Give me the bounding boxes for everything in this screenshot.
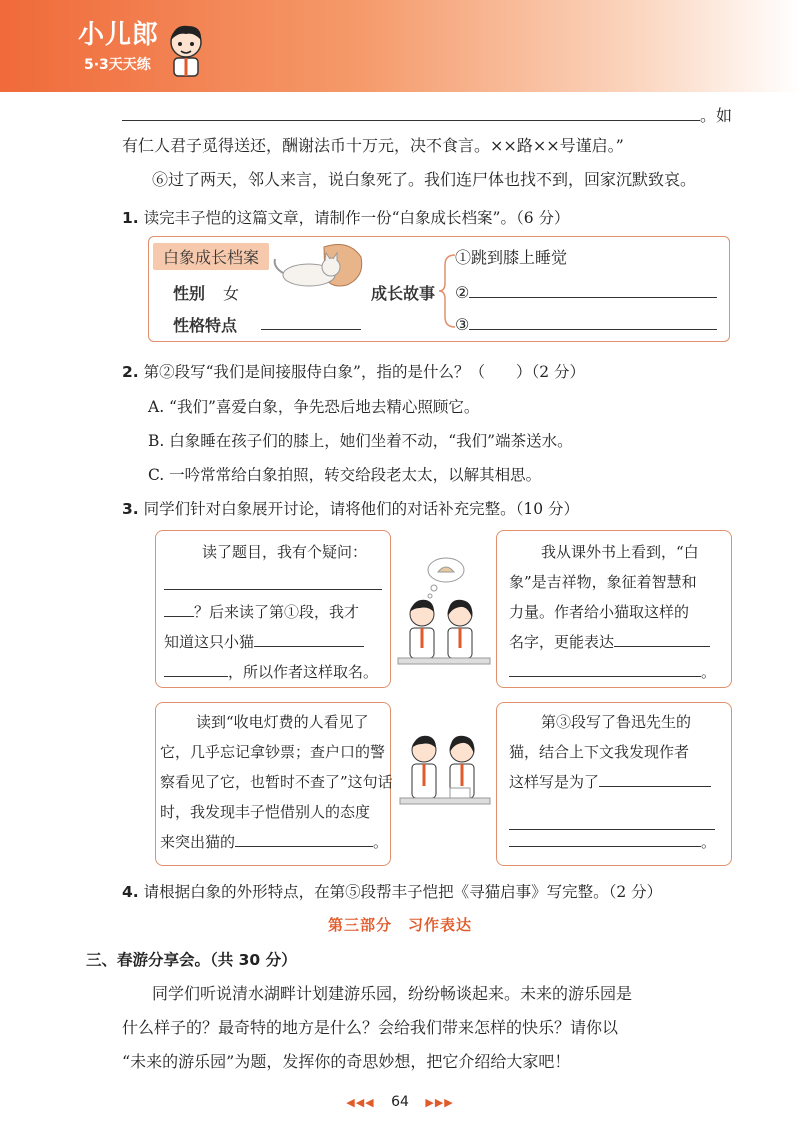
story-item-1: ①跳到膝上睡觉 [455, 248, 568, 267]
mascot-boy-icon [164, 22, 208, 78]
section-3-paragraph-line-2: 什么样子的？最奇特的地方是什么？会给我们带来怎样的快乐？请你以 [122, 1018, 619, 1037]
page-footer [0, 1094, 800, 1110]
dialogue-bubble-2: 我从课外书上看到，“白 象”是吉祥物，象征着智慧和 力量。作者给小猫取这样的 名字，更能表达 。 [496, 530, 732, 688]
question-2: 2. 第②段写“我们是间接服侍白象”，指的是什么？（ ）（2 分） [122, 363, 586, 381]
brace-connector-icon [437, 251, 457, 331]
card-title: 白象成长档案 [153, 243, 269, 270]
trait-label: 性格特点 [173, 316, 238, 335]
growth-record-card [148, 236, 730, 342]
question-3: 3. 同学们针对白象展开讨论，请将他们的对话补充完整。（10 分） [122, 500, 580, 518]
question-4: 4. 请根据白象的外形特点，在第⑤段帮丰子恺把《寻猫启事》写完整。（2 分） [122, 883, 663, 901]
prev-arrows-icon: ◀◀◀ [346, 1096, 375, 1109]
section-3-heading: 三、春游分享会。（共 30 分） [86, 951, 297, 969]
passage-paragraph-6: ⑥过了两天，邻人来言，说白象死了。我们连尸体也找不到，回家沉默致哀。 [152, 170, 697, 189]
bubble-2-blank-2[interactable] [509, 660, 701, 677]
story-label: 成长故事 [371, 284, 436, 303]
bubble-1-blank-4[interactable] [164, 660, 228, 677]
gender-label: 性别 [173, 284, 206, 303]
next-arrows-icon: ▶▶▶ [425, 1096, 454, 1109]
gender-value: 女 [223, 284, 240, 303]
section-3-paragraph-line-1: 同学们听说清水湖畔计划建游乐园，纷纷畅谈起来。未来的游乐园是 [152, 984, 633, 1003]
story-2-blank[interactable] [469, 281, 717, 298]
option-a[interactable]: A. “我们”喜爱白象，争先恐后地去精心照顾它。 [148, 398, 480, 416]
passage-line-2: 有仁人君子觅得送还，酬谢法币十万元，决不食言。××路××号谨启。” [122, 136, 624, 155]
bubble-4-blank-1[interactable] [599, 770, 711, 787]
answer-blank[interactable] [122, 104, 700, 121]
story-item-2: ② [455, 281, 717, 302]
brand-logo: 小儿郎 [78, 20, 160, 50]
story-item-3: ③ [455, 313, 717, 334]
page-number: 64 [391, 1094, 409, 1110]
passage-line-1: 。如 [122, 104, 732, 126]
dialogue-bubble-1: 读了题目，我有个疑问： ？后来读了第①段，我才 知道这只小猫 ，所以作者这样取名。 [155, 530, 391, 688]
dialogue-bubble-3: 读到“收电灯费的人看见了 它，几乎忘记拿钞票；查户口的警 察看见了它，也暂时不查了”这句话 时，我发现丰子恺借别人的态度 来突出猫的 。 [155, 702, 391, 866]
bubble-2-blank-1[interactable] [614, 630, 710, 647]
bubble-1-blank-1[interactable] [164, 573, 382, 590]
story-3-blank[interactable] [469, 313, 717, 330]
option-c[interactable]: C. 一吟常常给白象拍照，转交给段老太太，以解其相思。 [148, 466, 542, 484]
option-b[interactable]: B. 白象睡在孩子们的膝上，她们坐着不动，“我们”端茶送水。 [148, 432, 573, 450]
trait-blank[interactable] [261, 313, 361, 330]
part-3-title: 第三部分 习作表达 [327, 916, 472, 934]
dialogue-bubble-4: 第③段写了鲁迅先生的 猫，结合上下文我发现作者 这样写是为了 。 [496, 702, 732, 866]
bubble-4-blank-3[interactable] [509, 830, 701, 847]
brand-subtitle: 5·3天天练 [84, 57, 151, 73]
bubble-3-blank-1[interactable] [235, 830, 373, 847]
question-1: 1. 读完丰子恺的这篇文章，请制作一份“白象成长档案”。（6 分） [122, 209, 570, 227]
bubble-1-blank-3[interactable] [254, 630, 364, 647]
students-discussing-illustration-1 [394, 552, 494, 682]
bubble-1-blank-2[interactable] [164, 600, 194, 617]
students-discussing-illustration-2 [394, 728, 494, 838]
cat-illustration-icon [269, 237, 369, 295]
section-3-paragraph-line-3: “未来的游乐园”为题，发挥你的奇思妙想，把它介绍给大家吧！ [122, 1052, 571, 1071]
